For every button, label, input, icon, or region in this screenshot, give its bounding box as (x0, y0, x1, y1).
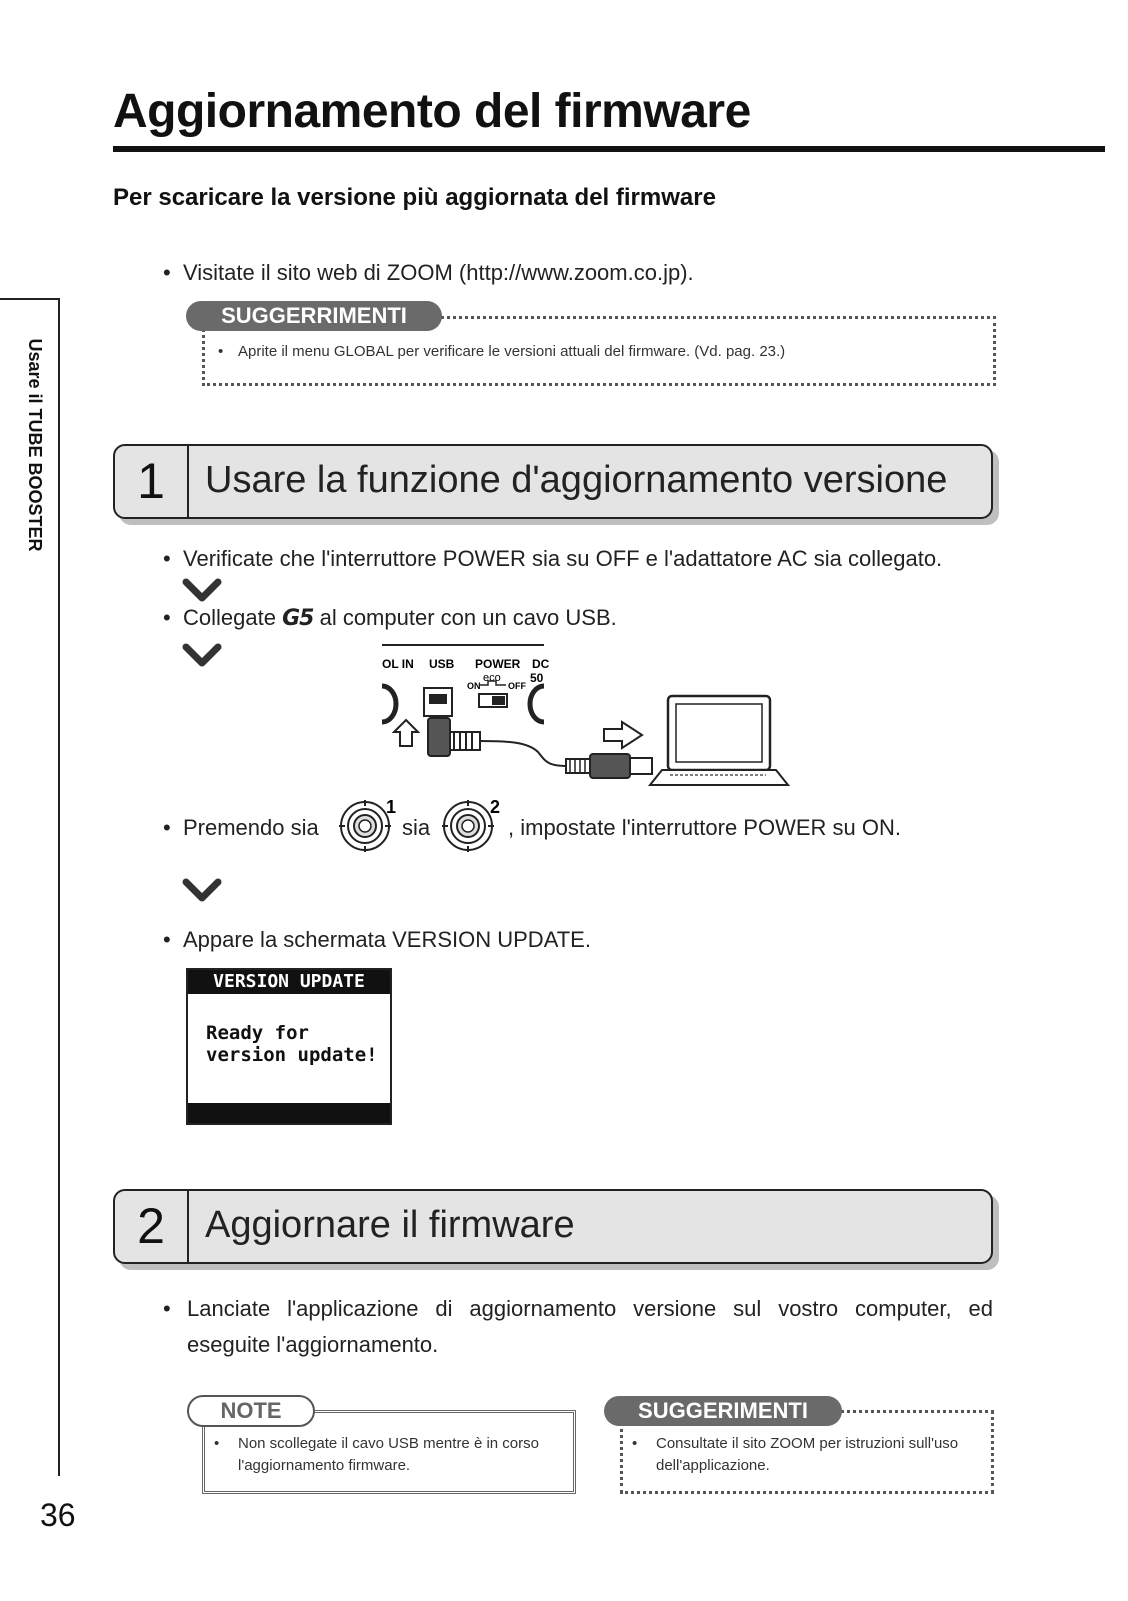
on-label: ON (467, 681, 481, 691)
step-1-number: 1 (115, 446, 189, 517)
footswitch-1-icon (333, 796, 401, 852)
tip-text-step-2-content: Consultate il sito ZOOM per istruzioni sull'uso dell'applicazione. (656, 1435, 959, 1474)
jack-label-usb: USB (429, 657, 455, 671)
step-1-bullet-3-pre-text: Premendo sia (183, 815, 319, 840)
intro-bullet-text: Visitate il sito web di ZOOM (http://www.zoom.co.jp). (183, 260, 694, 285)
lcd-line-1: Ready for (206, 1022, 309, 1044)
step-1-bullet-3-pre: • Premendo sia (163, 815, 319, 840)
sidebar-rule (58, 298, 60, 1476)
title-rule (113, 146, 1105, 152)
lcd-header: VERSION UPDATE (188, 970, 390, 994)
eco-label: eco (483, 672, 501, 684)
g5-logo: G5 (282, 606, 314, 631)
lcd-footer (188, 1103, 390, 1123)
tip-text-intro-content: Aprite il menu GLOBAL per verificare le versioni attuali del firmware. (Vd. pag. 23.) (238, 343, 786, 360)
footswitch-2-icon (436, 796, 510, 852)
dc-label-2: 50 (530, 671, 544, 685)
page-title: Aggiornamento del firmware (113, 85, 751, 138)
section-subtitle: Per scaricare la versione più aggiornata del firmware (113, 184, 716, 211)
step-1-bullet-2-post: al computer con un cavo USB. (319, 605, 617, 630)
tip-label-intro: SUGGERRIMENTI (186, 301, 442, 331)
step-2-bullet: • Lanciate l'applicazione di aggiornamento versione sul vostro computer, ed eseguite l'aggiornamento. (163, 1291, 993, 1363)
note-text-content: Non scollegate il cavo USB mentre è in corso l'aggiornamento firmware. (238, 1435, 539, 1474)
step-1-bullet-2-pre: Collegate (183, 605, 276, 630)
intro-bullet: • Visitate il sito web di ZOOM (http://www.zoom.co.jp). (163, 260, 694, 285)
step-1-bullet-4-text: Appare la schermata VERSION UPDATE. (183, 927, 591, 952)
step-2-header (113, 1189, 993, 1264)
tip-text-intro: • Aprite il menu GLOBAL per verificare le versioni attuali del firmware. (Vd. pag. 23.) (218, 343, 786, 360)
step-1-bullet-1: • Verificate che l'interruttore POWER sia su OFF e l'adattatore AC sia collegato. (163, 546, 943, 571)
lcd-line-2: version update! (206, 1044, 378, 1066)
power-label: POWER (475, 657, 521, 671)
chevron-down-icon (182, 878, 222, 904)
chevron-down-icon (182, 578, 222, 604)
step-2-bullet-text: Lanciate l'applicazione di aggiornamento versione sul vostro computer, ed eseguite l'aggiornamento. (187, 1296, 993, 1357)
lcd-message (206, 1022, 378, 1066)
note-text: • Non scollegate il cavo USB mentre è in corso l'aggiornamento firmware. (214, 1433, 564, 1477)
jack-label-left: OL IN (382, 657, 414, 671)
tip-label-step-2: SUGGERIMENTI (604, 1396, 842, 1426)
dc-label-1: DC (532, 657, 550, 671)
step-1-bullet-2: • Collegate G5 al computer con un cavo USB. (163, 605, 617, 631)
step-1-bullet-1-text: Verificate che l'interruttore POWER sia su OFF e l'adattatore AC sia collegato. (183, 546, 943, 571)
step-1-header (113, 444, 993, 519)
step-2-title: Aggiornare il firmware (205, 1204, 575, 1246)
step-1-bullet-3-post: , impostate l'interruttore POWER su ON. (508, 815, 901, 840)
off-label: OFF (508, 681, 526, 691)
step-1-bullet-4: • Appare la schermata VERSION UPDATE. (163, 927, 591, 952)
footswitch-1-number: 1 (386, 797, 397, 817)
footswitch-2-number: 2 (490, 797, 501, 817)
usb-connection-illustration (378, 642, 790, 787)
sidebar-section-label: Usare il TUBE BOOSTER (25, 338, 45, 552)
sidebar-top-rule (0, 298, 60, 300)
tip-text-step-2: • Consultate il sito ZOOM per istruzioni sull'uso dell'applicazione. (632, 1433, 982, 1477)
step-1-bullet-3-mid: sia (402, 815, 431, 840)
lcd-screen (186, 968, 392, 1125)
step-2-number: 2 (115, 1191, 189, 1262)
chevron-down-icon (182, 643, 222, 669)
page-number: 36 (40, 1497, 76, 1533)
step-1-title: Usare la funzione d'aggiornamento versione (205, 459, 948, 501)
note-label: NOTE (187, 1395, 315, 1427)
